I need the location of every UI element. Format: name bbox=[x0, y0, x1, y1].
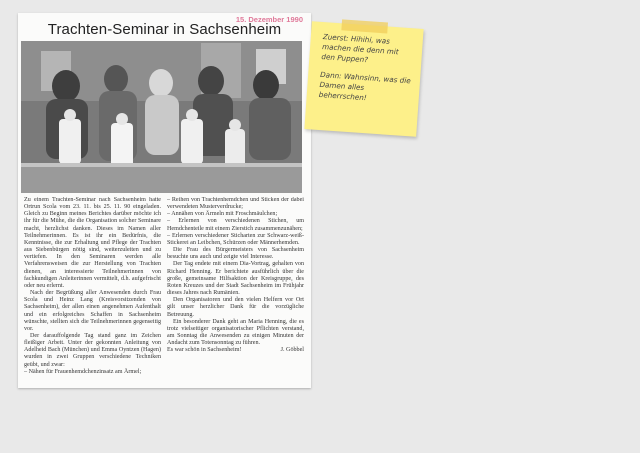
article-list-item: – Annähen von Ärmeln mit Froschmäulchen; bbox=[167, 211, 278, 218]
sticky-note-tape bbox=[341, 19, 388, 33]
article-author: J. Göbbel bbox=[280, 347, 304, 354]
photo-illustration bbox=[21, 41, 302, 193]
article-paragraph: Nach der Begrüßung aller Anwesenden durch Frau Scola und Heinz Lang (Kreisvorsitzenden von Sachsenheim), der allen einen angenehmen Aufenthalt und ein erfolgreiches Schaffen in Sachsenheim wünschte, stellten sich die Teilnehmerinnen gegenseitig vor. bbox=[24, 290, 161, 332]
article-paragraph: Der darauffolgende Tag stand ganz im Zeichen fleißiger Arbeit. Unter der gekonnten Anleitung von Adelheid Bach (München) und Emma Oyntzen (Hagen) wurden in zwei Gruppen verschiedene Techniken geübt, und zwar: bbox=[24, 332, 161, 368]
article-paragraph: Den Organisatoren und den vielen Helfern vor Ort gilt unser herzlicher Dank für die vorzügliche Betreuung. bbox=[167, 297, 304, 318]
article-closing: Es war schön in Sachsenheim! bbox=[167, 347, 242, 354]
article-list-item: – Erlernen von verschiedenen Stichen, um Hemdchenteile mit einem Zierstich zusammenzunähen; bbox=[167, 218, 304, 232]
article-paragraph: Die Frau des Bürgermeisters von Sachsenheim besuchte uns auch und zeigte viel Interesse. bbox=[167, 247, 304, 261]
article-list-item: – Nähen für Frauenhemdchenzinsatz am Ärmel; bbox=[24, 368, 142, 375]
clipping-date: 15. Dezember 1990 bbox=[235, 15, 303, 24]
article-paragraph: Zu einem Trachten-Seminar nach Sachsenheim hatte Ortrun Scola vom 23. 11. bis 25. 11. 90 eingeladen. Gleich zu Beginn meines Berichtes darüber möchte ich ihr für die Mühe, die die Organisation solcher Seminare macht, herzlichst danken. Dieses im Namen aller Teilnehmerinnen. Es ist ihr ein Bedürfnis, die Kenntnisse, die zur Erhaltung und Pflege der Trachten aus Siebenbürgen nötig sind, weiterzuleiten und zu vertiefen. In den Seminaren werden alle Verfahrensweisen die zur Herstellung von Trachten dienen, an interessierte Teilnehmerinnen von fachkundigen Anleiterinnen vermittelt, d.h. aufgefrischt oder neu erlernt. bbox=[24, 197, 161, 289]
article-list-item: – Reihen von Trachtenhemdchen und Sticken der dabei verwendeten Musterverdrucke; bbox=[167, 197, 304, 211]
article-column-left bbox=[24, 197, 161, 385]
newspaper-clipping bbox=[18, 13, 311, 388]
clipping-headline: Trachten-Seminar in Sachsenheim bbox=[47, 21, 282, 38]
article-signoff bbox=[167, 347, 304, 354]
sticky-note-line-2: Dann: Wahnsinn, was die Damen alles beherrschen! bbox=[318, 69, 412, 103]
sticky-note bbox=[304, 21, 423, 137]
sticky-note-line-1: Zuerst: Hihihi, was machen die denn mit den Puppen? bbox=[321, 32, 399, 65]
article-list-item: – Erlernen verschiedener Sticharten zur Schwarz-weiß-Stickerei an Leibchen, Schürzen oder Männerhemden. bbox=[167, 232, 304, 246]
article-columns bbox=[24, 197, 304, 385]
clipping-photo bbox=[21, 41, 302, 193]
article-paragraph: Ein besonderer Dank geht an Maria Henning, die es trotz vielseitiger organisatorischer Pflichten verstand, am Sonntag die Anwesenden zu einigen Minuten der Andacht zum Totensonntag zu führen. bbox=[167, 318, 304, 347]
article-paragraph: Der Tag endete mit einem Dia-Vortrag, gehalten von Richard Henning. Er berichtete ausführlich über die große, gemeinsame Hilfsaktion der Kreisgruppe, des Roten Kreuzes und der Stadt Sachsenheim im Frühjahr dieses Jahres nach Rumänien. bbox=[167, 261, 304, 297]
article-column-right bbox=[167, 197, 304, 385]
